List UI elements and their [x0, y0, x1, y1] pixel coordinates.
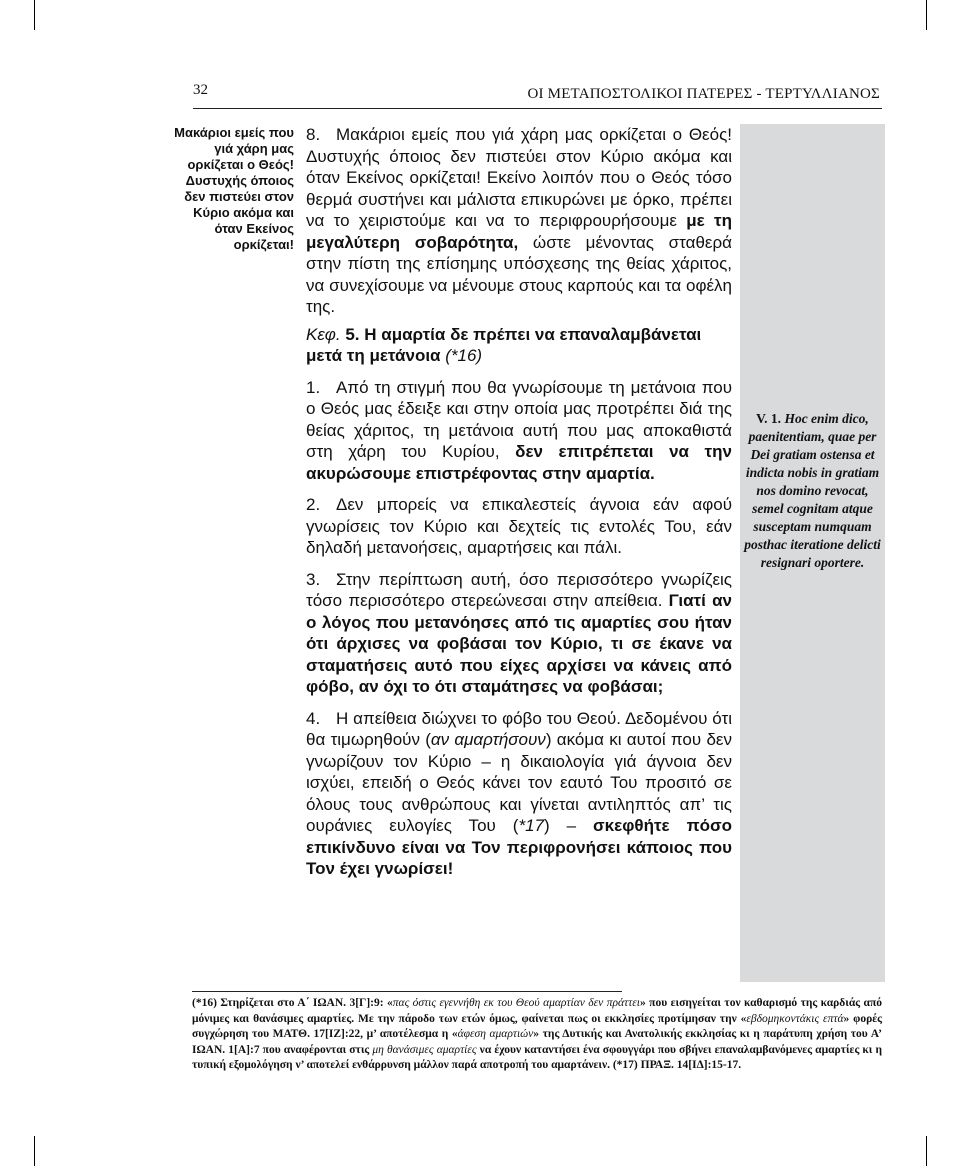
paragraph-number: 3.: [306, 569, 321, 589]
emphasis-text: με τη μεγαλύτερη σοβαρότητα,: [306, 211, 732, 252]
paragraph-text: Από τη στιγμή που θα γνωρίσουμε τη μετάνοια που ο Θεός μας έδειξε και στην οποία μας προτρέπει διά της θείας χάριτος, τη μετάνοια αυτή που μας αποκαθιστά στη χάρη του Κυρίου,: [306, 377, 732, 461]
crop-mark-bottom-left: [34, 1136, 35, 1166]
emphasis-text: δεν επιτρέπεται να την ακυρώσουμε επιστρέφοντας στην αμαρτία.: [306, 442, 732, 483]
chapter-heading: [306, 324, 732, 367]
header-rule: [193, 108, 882, 109]
running-title: ΟΙ ΜΕΤΑΠΟΣΤΟΛΙΚΟΙ ΠΑΤΕΡΕΣ - ΤΕΡΤΥΛΛΙΑΝΟΣ: [527, 86, 880, 102]
paragraph-number: 4.: [306, 708, 321, 728]
footnote-text: » που εισηγείται τον καθαρισμό της καρδιάς από μόνιμες και θανάσιμες αμαρτίες. Με την πάροδο των ετών όμως, φαίνεται πως οι εκκλησίες προτίμησαν την «: [192, 997, 883, 1025]
latin-text: [740, 410, 885, 572]
paragraph-4: [306, 708, 732, 880]
footnote-text: (*16) Στηρίζεται στο Α΄ ΙΩΑΝ. 3[Γ]:9: «: [192, 997, 393, 1009]
footnote-text: » της Δυτικής και Ανατολικής εκκλησίας κι η παράτυπη χρήση του Α’ ΙΩΑΝ. 1[Α]:7 που αναφέρονται στις: [192, 1028, 883, 1056]
footnote-text: να έχουν καταντήσει ένα σφουγγάρι που σβήνει επαναλαμβανόμενες αμαρτίες κι η τυπική εξομολόγηση ν’ αποτελεί ενθάρρυνση μάλλον παρά αποτροπή του αμαρτάνειν. (*17) ΠΡΑΞ. 14[ΙΔ]:15-17.: [192, 1043, 882, 1071]
italic-text: αν αμαρτήσουν: [430, 730, 546, 749]
crop-mark-top-left: [34, 0, 35, 30]
footnote-text: » φορές συγχώρηση του ΜΑΤΘ. 17[ΙΖ]:22, μ’ αποτέλεσμα η «: [192, 1012, 882, 1040]
chapter-title: 5. Η αμαρτία δε πρέπει να επαναλαμβάνεται μετά τη μετάνοια: [306, 324, 702, 365]
footnote-ref: *17: [518, 816, 544, 835]
footnote-quote: πας όστις εγεννήθη εκ του Θεού αμαρτίαν δεν πράττει: [392, 997, 640, 1009]
margin-note: Μακάριοι εμείς που γιά χάρη μας ορκίζεται ο Θεός! Δυστυχής όποιος δεν πιστεύει στον Κύριο ακόμα και όταν Εκείνος ορκίζεται!: [174, 125, 294, 252]
latin-body: Hoc enim dico, paenitentiam, quae per Dei gratiam ostensa et indicta nobis in gratiam nos domino revocat, semel cognitam atque susceptam numquam posthac iteratione delicti resignari oportere.: [744, 411, 881, 570]
paragraph-text: ) –: [543, 816, 594, 835]
paragraph-number: 2.: [306, 495, 321, 514]
crop-mark-bottom-right: [926, 1136, 927, 1166]
footnote-quote: μη θανάσιμες αμαρτίες: [372, 1043, 477, 1056]
paragraph-number: 1.: [306, 377, 321, 397]
paragraph-number: 8.: [306, 125, 321, 144]
paragraph-text: ώστε μένοντας σταθερά στην πίστη της επίσημης υπόσχεσης της θείας χάριτος, να συνεχίσουμε να μένουμε στους καρπούς και τα οφέλη της.: [306, 232, 732, 316]
paragraph-3: [306, 569, 732, 698]
footnote-quote: εβδομηκοντάκις επτά: [746, 1012, 844, 1025]
paragraph-8: [306, 124, 732, 318]
paragraph-1: [306, 377, 732, 485]
paragraph-text: Στην περίπτωση αυτή, όσο περισσότερο γνωρίζεις τόσο περισσότερο στερεώνεσαι στην απείθεια.: [306, 569, 732, 610]
paragraph-text: Δεν μπορείς να επικαλεστείς άγνοια εάν αφού γνωρίσεις τον Κύριο και δεχτείς τις εντολές Του, εάν δηλαδή μετανοήσεις, αμαρτήσεις και πάλι.: [306, 495, 732, 557]
emphasis-text: σκεφθήτε πόσο επικίνδυνο είναι να Τον περιφρονήσει κάποιος που Τον έχει γνωρίσει!: [306, 816, 732, 878]
footnote-quote: άφεση αμαρτιών: [457, 1028, 534, 1040]
main-text: [306, 124, 732, 880]
footnotes: [192, 996, 882, 1074]
crop-mark-top-right: [926, 0, 927, 30]
paragraph-text: ) ακόμα κι αυτοί που δεν γνωρίζουν τον Κύριο – η δικαιολογία γιά άγνοια δεν ισχύει, επειδή ο Θεός κάνει τον εαυτό Του προσιτό σε όλους τους ανθρώπους και γίνεται αντιληπτός απ’ τις ουράνιες ευλογίες Του (: [306, 730, 732, 835]
footnote-rule: [192, 991, 622, 992]
paragraph-2: [306, 494, 732, 559]
page-number: 32: [193, 82, 208, 98]
latin-reference: V. 1.: [756, 411, 782, 426]
emphasis-text: Γιατί αν ο λόγος που μετανόησες από τις αμαρτίες σου ήταν ότι άρχισες να φοβάσαι τον Κύριο, τι σε έκανε να σταματήσεις αυτό που είχες αρχίσει να κάνεις από φόβο, αν όχι το ότι σταμάτησες να φοβάσαι;: [306, 591, 732, 696]
paragraph-text: Η απείθεια διώχνει το φόβο του Θεού. Δεδομένου ότι θα τιμωρηθούν (: [306, 708, 732, 749]
chapter-prefix: Κεφ.: [306, 324, 341, 344]
paragraph-text: Μακάριοι εμείς που γιά χάρη μας ορκίζεται ο Θεός! Δυστυχής όποιος δεν πιστεύει στον Κύριο ακόμα και όταν Εκείνος ορκίζεται! Εκείνο λοιπόν που ο Θεός τόσο θερμά συστήνει και μάλιστα επικυρώνει με όρκο, πρέπει να το χειριστούμε και να το περιφρουρήσουμε: [306, 125, 732, 230]
chapter-footnote-ref: (*16): [440, 346, 483, 365]
